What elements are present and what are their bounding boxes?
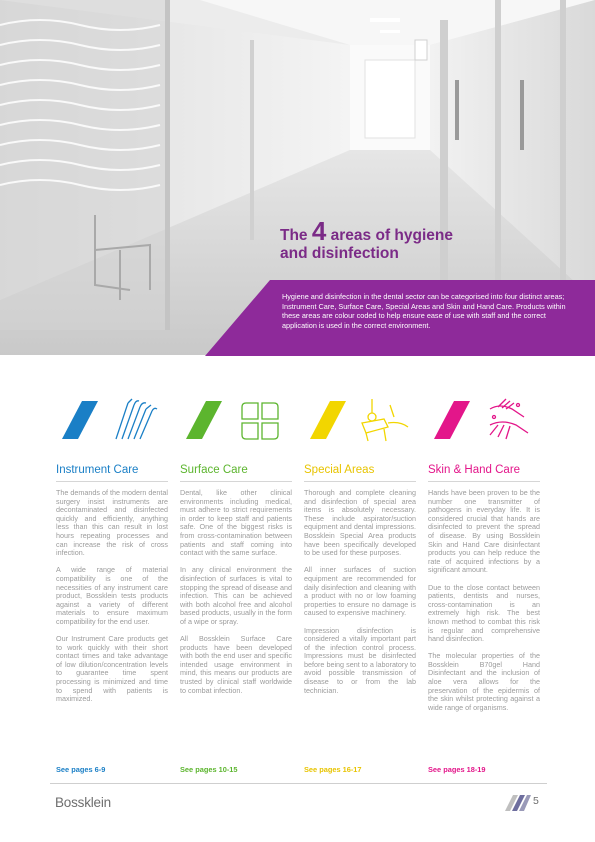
- see-pages-link[interactable]: See pages 6-9: [56, 765, 106, 774]
- see-pages-link[interactable]: See pages 10-15: [180, 765, 238, 774]
- see-pages-link[interactable]: See pages 16-17: [304, 765, 362, 774]
- column-paragraph: The demands of the modern dental surgery insist instruments are decontaminated and disinfected quickly and efficiently, anything less than this can result in lost hours repeating processes and can increase the risk of cross infection.: [56, 488, 168, 558]
- column-divider: [56, 481, 168, 482]
- column-paragraph: Impression disinfection is considered a vitally important part of the infection control process. Impressions must be disinfected before being sent to a laboratory to avoid possible transmission of disease to or from the lab technician.: [304, 625, 416, 695]
- title-number: 4: [311, 216, 327, 246]
- column-title: Special Areas: [304, 464, 375, 476]
- column-paragraph: The molecular properties of the Bossklein B70gel Hand Disinfectant and the inclusion of aloe vera allows for the preservation of the epidermis of the skin whilst protecting against a wide range of organisms.: [428, 651, 540, 712]
- column-paragraph: Due to the close contact between patients, dentists and nurses, cross-contamination is an extremely high risk. The best known method to combat this risk is regular and comprehensive hand disinfection.: [428, 582, 540, 644]
- column-title: Instrument Care: [56, 464, 139, 476]
- column-divider: [428, 481, 540, 482]
- hands-icon: [428, 395, 540, 443]
- column-divider: [304, 481, 416, 482]
- column-special-areas: [304, 395, 416, 704]
- page-stripes-icon: [505, 795, 531, 811]
- column-paragraph: Hands have been proven to be the number one transmitter of pathogens in everyday life. It is considered crucial that hands are disinfected to prevent the spread of disease. By using Bossklein Skin and Hand Care disinfectant products you can help reduce the rate of acquired infections by a significant amount.: [428, 488, 540, 575]
- see-pages-link[interactable]: See pages 18-19: [428, 765, 486, 774]
- column-skin-hand-care: [428, 395, 540, 721]
- suction-equipment-icon: [304, 395, 416, 443]
- column-surface-care: [180, 395, 292, 704]
- page-number: 5: [533, 795, 539, 807]
- column-paragraph: Our Instrument Care products get to work quickly with their short contact times and take advantage of low dilution/concentration levels to guarantee time spent processing is minimized and time to spend with patients is maximized.: [56, 634, 168, 704]
- page-title: [280, 216, 580, 263]
- brand-name: Bossklein: [55, 795, 111, 810]
- column-paragraph: All Bossklein Surface Care products have been developed with both the end user and specific intended usage environment in mind, this means our products are trusted by clinical staff worldwide to combat infection.: [180, 634, 292, 695]
- title-line2: and disinfection: [280, 245, 399, 262]
- column-paragraph: In any clinical environment the disinfection of surfaces is vital to stopping the spread of disease and infection. This can be achieved with both alcohol free and alcohol based products, usually in the form of a wipe or spray.: [180, 565, 292, 626]
- column-body: [180, 489, 292, 695]
- column-instrument-care: [56, 395, 168, 712]
- title-rest: areas of hygiene: [330, 227, 453, 244]
- column-paragraph: Thorough and complete cleaning and disinfection of special area items is absolutely necessary. These include aspirator/suction equipment and dental impressions. Bossklein Special Area products have been specifically developed to be used for these purposes.: [304, 488, 416, 558]
- column-paragraph: All inner surfaces of suction equipment are recommended for daily disinfection and cleaning with a product with no or low foaming properties to ensure no damage is caused to expensive machinery.: [304, 565, 416, 618]
- column-title: Skin & Hand Care: [428, 464, 521, 476]
- title-prefix: The: [280, 227, 308, 244]
- column-body: [56, 489, 168, 704]
- surface-tiles-icon: [180, 395, 292, 443]
- column-body: [428, 489, 540, 712]
- dental-instruments-icon: [56, 395, 168, 443]
- column-body: [304, 489, 416, 695]
- intro-paragraph: Hygiene and disinfection in the dental sector can be categorised into four distinct areas; Instrument Care, Surface Care, Special Areas and Skin and Hand Care. Products within these areas are colour coded to help ensure ease of use with staff and the correct application is used in the correct environment.: [282, 292, 566, 330]
- column-paragraph: A wide range of material compatibility is one of the necessities of any instrument care product, Bossklein tests products against a variety of different materials to ensure maximum compatibility for the end user.: [56, 565, 168, 626]
- footer-divider: [50, 783, 547, 784]
- column-title: Surface Care: [180, 464, 248, 476]
- column-paragraph: Dental, like other clinical environments including medical, must adhere to strict requirements in order to keep staff and patients safe. One of the biggest risks is from cross-contamination between patients and staff coming into contact with the same surface.: [180, 488, 292, 558]
- column-divider: [180, 481, 292, 482]
- brand-logo: [55, 795, 111, 810]
